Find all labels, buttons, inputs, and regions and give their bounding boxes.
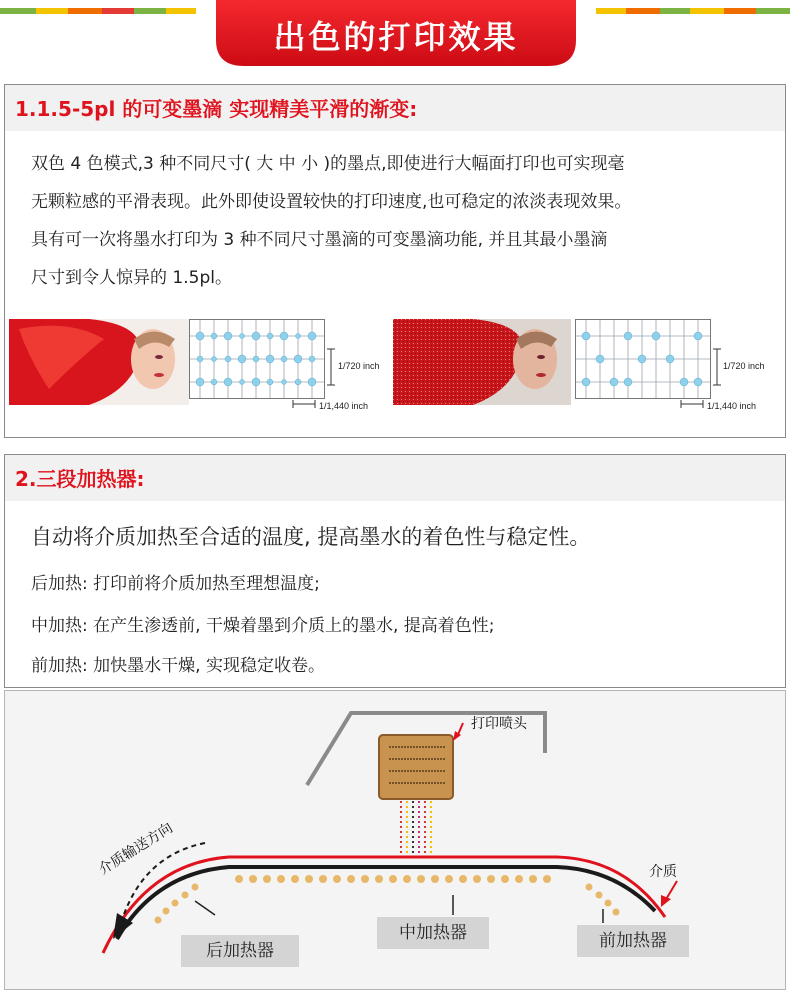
sample-photo-smooth	[9, 319, 189, 405]
droplet-grid-fixed	[575, 319, 711, 399]
heater-item-post: 后加热: 打印前将介质加热至理想温度;	[31, 574, 320, 594]
stripe-orange	[626, 8, 660, 14]
stripe-green	[0, 8, 36, 14]
body-text-line: 具有可一次将墨水打印为 3 种不同尺寸墨滴的可变墨滴功能, 并且其最小墨滴	[31, 230, 608, 250]
printhead-label: 打印喷头	[471, 716, 527, 732]
droplet-grid-variable	[189, 319, 325, 399]
horizontal-dimension-marker	[291, 399, 317, 409]
vertical-spacing-label: 1/720 inch	[723, 361, 765, 371]
middle-heater-tag: 中加热器	[377, 917, 489, 949]
horizontal-dimension-marker	[679, 399, 705, 409]
body-text-line: 尺寸到令人惊异的 1.5pl。	[31, 268, 232, 288]
stripe-yellow	[36, 8, 68, 14]
horizontal-spacing-label: 1/1,440 inch	[707, 401, 757, 411]
stripe-yellow	[166, 8, 196, 14]
vertical-dimension-marker	[711, 347, 723, 387]
front-heater-tag: 前加热器	[577, 925, 689, 957]
section-variable-droplet	[4, 84, 786, 438]
media-label: 介质	[649, 864, 677, 880]
vertical-spacing-label: 1/720 inch	[338, 361, 380, 371]
heater-item-pre: 前加热: 加快墨水干燥, 实现稳定收卷。	[31, 656, 325, 676]
vertical-dimension-marker	[325, 347, 337, 387]
page-title: 出色的打印效果	[273, 18, 519, 56]
stripe-green	[660, 8, 690, 14]
stripe-green	[756, 8, 790, 14]
heater-diagram	[4, 690, 786, 990]
stripe-orange	[68, 8, 102, 14]
sample-photo-grainy	[393, 319, 571, 405]
stripe-red	[102, 8, 134, 14]
stripe-yellow	[596, 8, 626, 14]
feed-direction-label: 介质输送方向	[95, 820, 176, 879]
body-text-line: 双色 4 色模式,3 种不同尺寸( 大 中 小 )的墨点,即使进行大幅面打印也可实现毫	[31, 154, 625, 174]
heater-intro: 自动将介质加热至合适的温度, 提高墨水的着色性与稳定性。	[31, 525, 591, 549]
section-three-stage-heater	[4, 454, 786, 688]
stripe-yellow	[690, 8, 724, 14]
rear-heater-tag: 后加热器	[181, 935, 299, 967]
heater-item-middle: 中加热: 在产生渗透前, 干燥着墨到介质上的墨水, 提高着色性;	[31, 616, 495, 636]
body-text-line: 无颗粒感的平滑表现。此外即使设置较快的打印速度,也可稳定的浓淡表现效果。	[31, 192, 632, 212]
stripe-green	[134, 8, 166, 14]
section-title: 2.三段加热器:	[15, 467, 145, 491]
section-title: 1.1.5-5pl 的可变墨滴 实现精美平滑的渐变:	[15, 97, 418, 121]
horizontal-spacing-label: 1/1,440 inch	[319, 401, 369, 411]
stripe-orange	[724, 8, 756, 14]
